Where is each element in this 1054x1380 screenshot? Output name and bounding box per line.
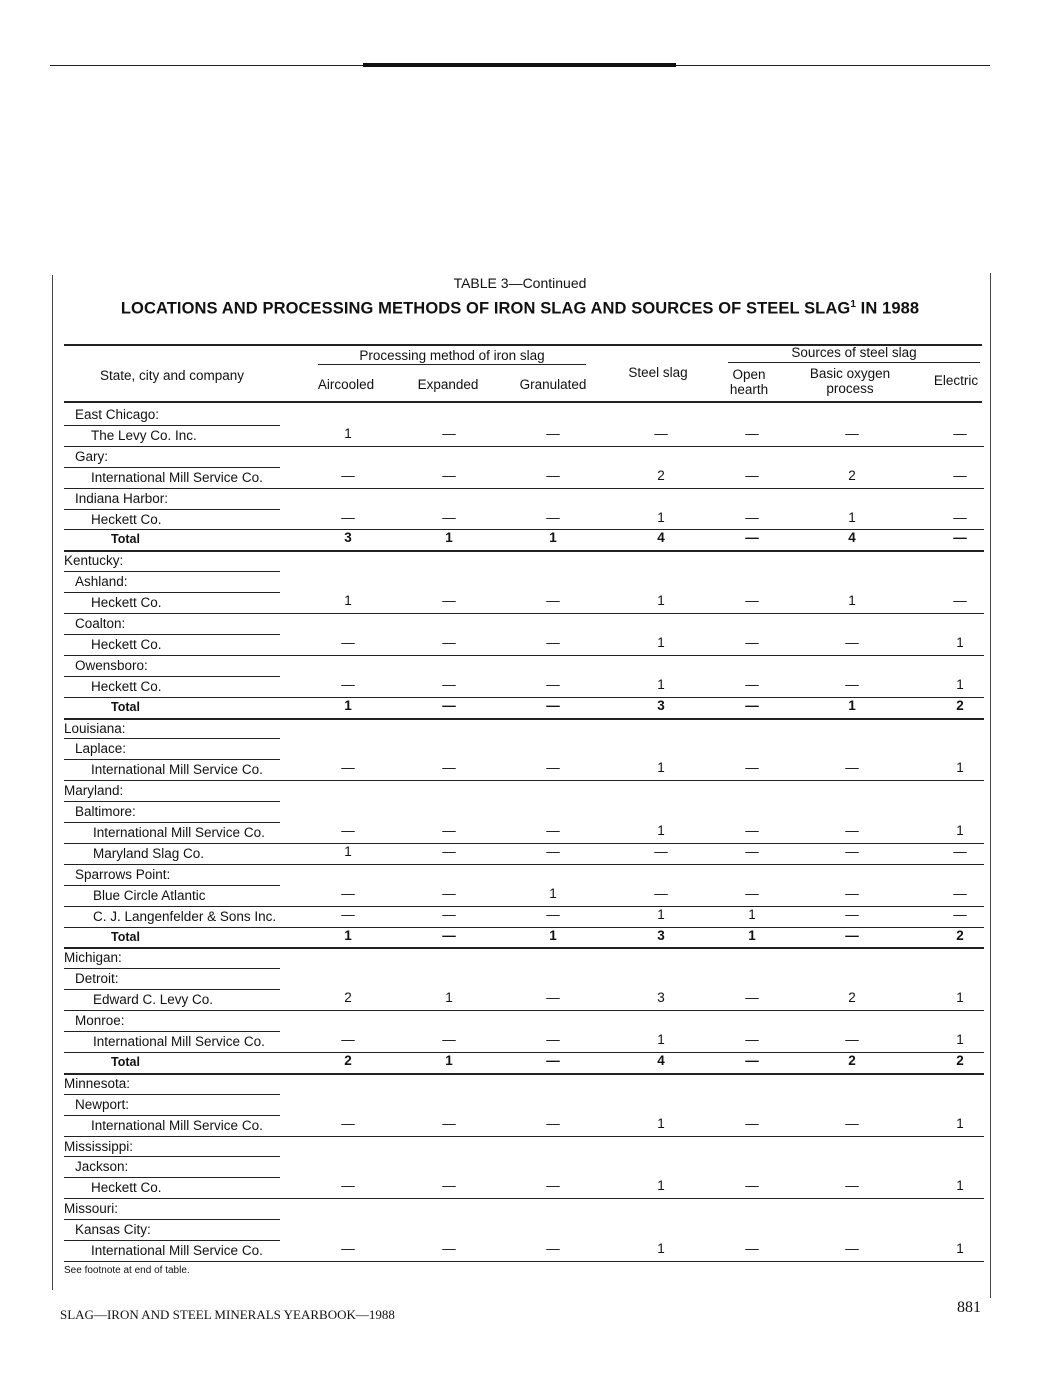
cell-basic-oxygen: 1 <box>848 697 856 713</box>
cell-basic-oxygen: — <box>845 1178 859 1194</box>
location-label: Detroit: <box>75 971 119 987</box>
cell-basic-oxygen: — <box>845 1241 859 1256</box>
location-label: Maryland: <box>64 783 124 799</box>
stub-underline <box>64 1136 984 1137</box>
stub-underline <box>64 1031 280 1032</box>
cell-open-hearth: — <box>745 676 759 692</box>
location-label: Louisiana: <box>64 720 126 736</box>
stub-underline <box>64 947 984 949</box>
cell-open-hearth: — <box>745 1115 759 1131</box>
cell-steel-slag: 1 <box>657 593 665 609</box>
location-label: Sparrows Point: <box>75 866 171 882</box>
footnote: See footnote at end of table. <box>64 1265 190 1276</box>
cell-steel-slag: 1 <box>657 1115 665 1131</box>
cell-expanded: — <box>442 425 456 441</box>
cell-expanded: — <box>442 676 456 692</box>
cell-open-hearth: — <box>745 593 759 609</box>
stub-underline <box>64 1010 984 1011</box>
cell-expanded: 1 <box>445 1052 453 1068</box>
cell-open-hearth: — <box>745 823 759 838</box>
total-row-label: Total <box>111 929 140 944</box>
cell-open-hearth: — <box>745 530 759 546</box>
cell-electric: — <box>953 467 967 483</box>
cell-expanded: — <box>442 1178 456 1194</box>
company-label: International Mill Service Co. <box>93 1034 265 1049</box>
steel-group-rule <box>728 362 980 363</box>
table-caption: TABLE 3—Continued <box>453 275 587 291</box>
cell-basic-oxygen: — <box>845 1032 859 1047</box>
cell-expanded: — <box>442 1115 456 1131</box>
cell-granulated: — <box>546 593 560 609</box>
location-label: Owensboro: <box>75 657 148 673</box>
company-label: International Mill Service Co. <box>91 762 263 778</box>
total-row-label: Total <box>111 1054 140 1069</box>
cell-open-hearth: — <box>745 1241 759 1256</box>
cell-granulated: — <box>546 697 560 713</box>
location-label: Michigan: <box>64 950 122 966</box>
top-rule-accent <box>363 63 676 67</box>
cell-granulated: — <box>546 676 560 692</box>
cell-granulated: — <box>546 467 560 483</box>
cell-open-hearth: — <box>745 1178 759 1194</box>
cell-open-hearth: — <box>745 760 759 776</box>
title-year: IN 1988 <box>855 299 920 318</box>
cell-electric: 1 <box>956 634 964 650</box>
cell-open-hearth: — <box>745 467 759 483</box>
company-label: C. J. Langenfelder & Sons Inc. <box>93 908 277 924</box>
cell-basic-oxygen: — <box>845 906 859 922</box>
page-number: 881 <box>957 1299 981 1316</box>
total-row-label: Total <box>111 532 140 547</box>
cell-electric: 1 <box>956 1241 964 1256</box>
title-text: LOCATIONS AND PROCESSING METHODS OF IRON SLAG AND SOURCES OF STEEL SLAG <box>120 299 851 318</box>
company-label: International Mill Service Co. <box>91 1243 263 1258</box>
cell-aircooled: — <box>341 467 355 483</box>
cell-steel-slag: — <box>654 425 668 441</box>
cell-aircooled: — <box>341 1115 355 1131</box>
stub-underline <box>64 864 984 865</box>
stub-underline <box>64 571 280 572</box>
cell-electric: 1 <box>956 1178 964 1194</box>
cell-electric: — <box>953 530 967 546</box>
stub-underline <box>64 1156 280 1157</box>
cell-open-hearth: — <box>745 843 759 859</box>
stub-underline <box>64 989 280 990</box>
header-steel-slag: Steel slag <box>628 365 688 380</box>
cell-open-hearth: — <box>745 425 759 441</box>
header-steel-group: Sources of steel slag <box>791 345 917 360</box>
location-label: Minnesota: <box>64 1075 131 1091</box>
header-granulated: Granulated <box>519 377 587 392</box>
company-label: Edward C. Levy Co. <box>93 992 214 1008</box>
cell-open-hearth: — <box>745 1032 759 1047</box>
company-label: International Mill Service Co. <box>91 1117 263 1133</box>
cell-aircooled: 2 <box>344 990 352 1006</box>
cell-steel-slag: 3 <box>657 927 665 943</box>
stub-underline <box>64 1177 280 1178</box>
stub-underline <box>64 550 984 552</box>
cell-granulated: — <box>546 760 560 776</box>
company-label: The Levy Co. Inc. <box>91 427 197 443</box>
cell-granulated: — <box>546 425 560 441</box>
cell-basic-oxygen: 2 <box>848 467 856 483</box>
stub-underline <box>64 425 280 426</box>
location-label: Baltimore: <box>75 804 136 820</box>
cell-steel-slag: 4 <box>657 1052 665 1068</box>
cell-steel-slag: 1 <box>657 1241 665 1256</box>
location-label: East Chicago: <box>75 407 160 422</box>
cell-aircooled: — <box>341 1032 355 1047</box>
cell-aircooled: 1 <box>344 843 352 859</box>
cell-expanded: — <box>442 843 456 859</box>
cell-basic-oxygen: 2 <box>848 1052 856 1068</box>
right-margin-rule <box>990 273 991 1298</box>
cell-open-hearth: — <box>745 990 759 1006</box>
location-label: Laplace: <box>75 741 127 757</box>
cell-electric: 1 <box>956 1115 964 1131</box>
cell-electric: 1 <box>956 990 964 1006</box>
stub-underline <box>64 1240 280 1241</box>
stub-underline <box>64 822 280 823</box>
stub-underline <box>64 1073 984 1075</box>
cell-open-hearth: — <box>745 1052 759 1068</box>
location-label: Jackson: <box>75 1159 129 1175</box>
cell-expanded: 1 <box>445 530 453 546</box>
cell-basic-oxygen: 1 <box>848 593 856 609</box>
cell-electric: 2 <box>956 1052 964 1068</box>
company-label: Heckett Co. <box>91 636 162 652</box>
cell-granulated: — <box>546 1241 560 1256</box>
location-label: Kansas City: <box>75 1222 151 1238</box>
stub-underline <box>64 1219 280 1220</box>
cell-expanded: — <box>442 885 456 901</box>
cell-basic-oxygen: — <box>845 843 859 859</box>
title-footnote-marker: 1 <box>850 299 856 310</box>
company-label: Heckett Co. <box>91 678 162 694</box>
cell-aircooled: 1 <box>344 425 352 441</box>
stub-underline <box>64 634 280 635</box>
stub-underline <box>64 718 984 720</box>
stub-underline <box>64 488 984 489</box>
location-label: Missouri: <box>64 1201 119 1217</box>
cell-basic-oxygen: 2 <box>848 990 856 1006</box>
location-label: Indiana Harbor: <box>75 490 169 506</box>
cell-electric: — <box>953 885 967 901</box>
stub-underline <box>64 655 984 656</box>
cell-basic-oxygen: — <box>845 634 859 650</box>
cell-open-hearth: — <box>745 509 759 525</box>
cell-granulated: — <box>546 1032 560 1047</box>
location-label: Coalton: <box>75 616 126 631</box>
cell-basic-oxygen: 4 <box>848 530 856 546</box>
company-label: Heckett Co. <box>91 1180 162 1196</box>
table-title <box>0 299 1040 319</box>
cell-aircooled: — <box>341 509 355 525</box>
location-label: Ashland: <box>75 574 128 590</box>
stub-underline <box>64 1115 280 1116</box>
header-open-hearth: Open hearth <box>729 367 769 397</box>
cell-expanded: — <box>442 634 456 650</box>
location-label: Gary: <box>75 448 109 464</box>
cell-expanded: — <box>442 823 456 838</box>
cell-basic-oxygen: — <box>845 425 859 441</box>
stub-underline <box>64 509 280 510</box>
cell-steel-slag: 2 <box>657 467 665 483</box>
company-label: Heckett Co. <box>91 595 162 611</box>
cell-steel-slag: 1 <box>657 1032 665 1047</box>
running-footer: SLAG—IRON AND STEEL MINERALS YEARBOOK—1988 <box>60 1307 395 1322</box>
cell-expanded: — <box>442 1241 456 1256</box>
cell-basic-oxygen: 1 <box>848 509 856 525</box>
cell-aircooled: — <box>341 885 355 901</box>
stub-underline <box>64 1094 280 1095</box>
header-aircooled: Aircooled <box>317 377 375 392</box>
cell-granulated: — <box>546 990 560 1006</box>
location-label: Newport: <box>75 1096 130 1112</box>
cell-expanded: — <box>442 927 456 943</box>
cell-expanded: — <box>442 467 456 483</box>
cell-basic-oxygen: — <box>845 676 859 692</box>
cell-aircooled: — <box>341 634 355 650</box>
total-row-label: Total <box>111 699 140 714</box>
cell-steel-slag: 1 <box>657 676 665 692</box>
location-label: Mississippi: <box>64 1138 134 1154</box>
cell-basic-oxygen: — <box>845 1115 859 1131</box>
header-expanded: Expanded <box>417 377 479 392</box>
stub-underline <box>64 738 280 739</box>
cell-granulated: — <box>546 509 560 525</box>
stub-underline <box>64 801 280 802</box>
cell-electric: 2 <box>956 927 964 943</box>
stub-underline <box>64 1198 984 1199</box>
cell-electric: — <box>953 843 967 859</box>
cell-electric: — <box>953 509 967 525</box>
cell-aircooled: 3 <box>344 530 352 546</box>
cell-aircooled: — <box>341 906 355 922</box>
cell-steel-slag: 1 <box>657 760 665 776</box>
header-electric: Electric <box>933 373 979 388</box>
header-iron-group: Processing method of iron slag <box>359 348 545 363</box>
cell-steel-slag: 1 <box>657 634 665 650</box>
cell-aircooled: — <box>341 1178 355 1194</box>
cell-basic-oxygen: — <box>845 823 859 838</box>
header-bottom-rule <box>64 401 982 403</box>
stub-underline <box>64 780 984 781</box>
company-label: International Mill Service Co. <box>93 825 265 840</box>
cell-electric: — <box>953 906 967 922</box>
cell-electric: 2 <box>956 697 964 713</box>
cell-aircooled: — <box>341 676 355 692</box>
company-label: Maryland Slag Co. <box>93 845 205 861</box>
cell-open-hearth: — <box>745 697 759 713</box>
cell-steel-slag: 1 <box>657 823 665 838</box>
stub-underline <box>64 885 280 886</box>
cell-aircooled: 2 <box>344 1052 352 1068</box>
stub-underline <box>64 1261 984 1262</box>
cell-aircooled: — <box>341 823 355 838</box>
cell-steel-slag: 1 <box>657 1178 665 1194</box>
cell-granulated: — <box>546 1115 560 1131</box>
stub-underline <box>64 676 280 677</box>
cell-aircooled: — <box>341 760 355 776</box>
cell-granulated: 1 <box>549 885 557 901</box>
stub-underline <box>64 968 280 969</box>
stub-underline <box>64 467 280 468</box>
cell-aircooled: 1 <box>344 697 352 713</box>
cell-steel-slag: — <box>654 843 668 859</box>
iron-group-rule <box>318 364 586 365</box>
stub-underline <box>64 592 280 593</box>
stub-underline <box>64 613 984 614</box>
cell-expanded: — <box>442 760 456 776</box>
cell-open-hearth: — <box>745 634 759 650</box>
cell-granulated: — <box>546 1052 560 1068</box>
cell-granulated: — <box>546 843 560 859</box>
cell-steel-slag: 4 <box>657 530 665 546</box>
cell-aircooled: — <box>341 1241 355 1256</box>
cell-granulated: 1 <box>549 530 557 546</box>
cell-electric: — <box>953 425 967 441</box>
cell-basic-oxygen: — <box>845 885 859 901</box>
cell-open-hearth: 1 <box>748 906 756 922</box>
company-label: International Mill Service Co. <box>91 469 263 485</box>
cell-electric: 1 <box>956 823 964 838</box>
cell-electric: — <box>953 593 967 609</box>
left-margin-rule <box>52 275 53 1290</box>
cell-granulated: — <box>546 823 560 838</box>
header-basic-oxygen: Basic oxygen process <box>809 366 891 396</box>
cell-expanded: 1 <box>445 990 453 1006</box>
cell-expanded: — <box>442 593 456 609</box>
cell-basic-oxygen: — <box>845 760 859 776</box>
cell-aircooled: 1 <box>344 927 352 943</box>
cell-electric: 1 <box>956 1032 964 1047</box>
cell-granulated: — <box>546 634 560 650</box>
cell-granulated: 1 <box>549 927 557 943</box>
location-label: Kentucky: <box>64 553 124 569</box>
cell-open-hearth: — <box>745 885 759 901</box>
location-label: Monroe: <box>75 1013 125 1029</box>
stub-underline <box>64 759 280 760</box>
cell-expanded: — <box>442 697 456 713</box>
cell-granulated: — <box>546 906 560 922</box>
cell-steel-slag: 1 <box>657 906 665 922</box>
cell-basic-oxygen: — <box>845 927 859 943</box>
cell-aircooled: 1 <box>344 593 352 609</box>
cell-steel-slag: 3 <box>657 990 665 1006</box>
header-stub: State, city and company <box>99 368 245 383</box>
company-label: Blue Circle Atlantic <box>93 887 206 903</box>
cell-expanded: — <box>442 906 456 922</box>
cell-open-hearth: 1 <box>748 927 756 943</box>
cell-electric: 1 <box>956 676 964 692</box>
company-label: Heckett Co. <box>91 511 162 527</box>
cell-steel-slag: 1 <box>657 509 665 525</box>
cell-expanded: — <box>442 509 456 525</box>
cell-granulated: — <box>546 1178 560 1194</box>
cell-steel-slag: — <box>654 885 668 901</box>
cell-steel-slag: 3 <box>657 697 665 713</box>
cell-electric: 1 <box>956 760 964 776</box>
cell-expanded: — <box>442 1032 456 1047</box>
stub-underline <box>64 446 984 447</box>
